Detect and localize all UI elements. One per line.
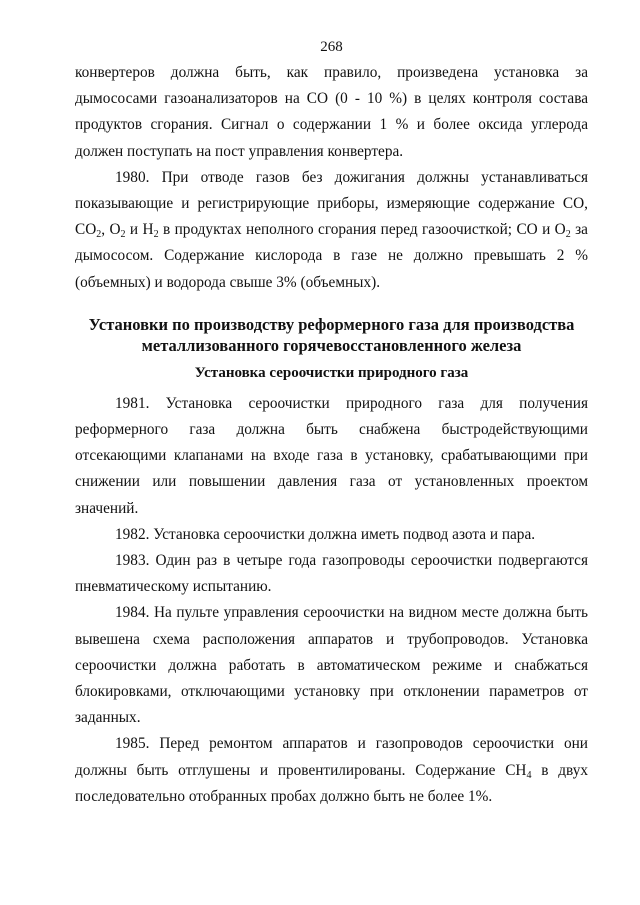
paragraph-continued [75, 60, 588, 165]
page-number: 268 [320, 39, 343, 55]
line-1: конвертеров должна быть, как правило, произведена установка за дымососами [75, 64, 588, 108]
section-heading: Установки по производству реформерного газа для производства металлизованного горячевосстановленного железа [88, 314, 575, 355]
paragraph-1981: 1981. Установка сероочистки природного газа для получения реформерного газа должна быть снабжена быстродействующими отсекающими клапанами на входе газа в установку, срабатывающими при снижении или повышении давления газа от установленных проектом значений. [75, 394, 588, 517]
paragraph-1980: 1980. При отводе газов без дожигания должны устанавливаться показывающие и регистрирующие приборы, измеряющие содержание СО, $СО_2$, $О_2$ и $Н_2$ в продуктах неполного сгорания перед газоочисткой; СО и $О_2$ за дымососом. Содержание кислорода в газе не должно превышать 2 % (объемных) и водорода свыше 3% (объемных). [75, 168, 588, 291]
line-2: газоанализаторов на СО (0 - 10 %) в целях контроля состава продуктов [75, 90, 589, 134]
paragraph-1982: 1982. Установка сероочистки должна иметь подвод азота и пара. [115, 525, 536, 543]
paragraph-1985: 1985. Перед ремонтом аппаратов и газопроводов сероочистки они должны быть отглушены и провентилированы. Содержание $СН_4$ в двух последовательно отобранных пробах должно быть не более 1%. [75, 735, 588, 805]
subsection-heading: Установка сероочистки природного газа [194, 364, 469, 381]
line-4: на пост управления конвертера. [196, 142, 404, 160]
paragraph-1983: 1983. Один раз в четыре года газопроводы сероочистки подвергаются пневматическому испытанию. [75, 552, 588, 596]
paragraph-1984: 1984. На пульте управления сероочистки на видном месте должна быть вывешена схема расположения аппаратов и трубопроводов. Установка сероочистки должна работать в автоматическом режиме и снабжаться блокировками, отключающими установку при отклонении параметров от заданных. [75, 604, 588, 727]
line-3: сгорания. Сигнал о содержании 1 % и более оксида углерода должен поступать [75, 116, 589, 160]
document-body [75, 60, 588, 810]
